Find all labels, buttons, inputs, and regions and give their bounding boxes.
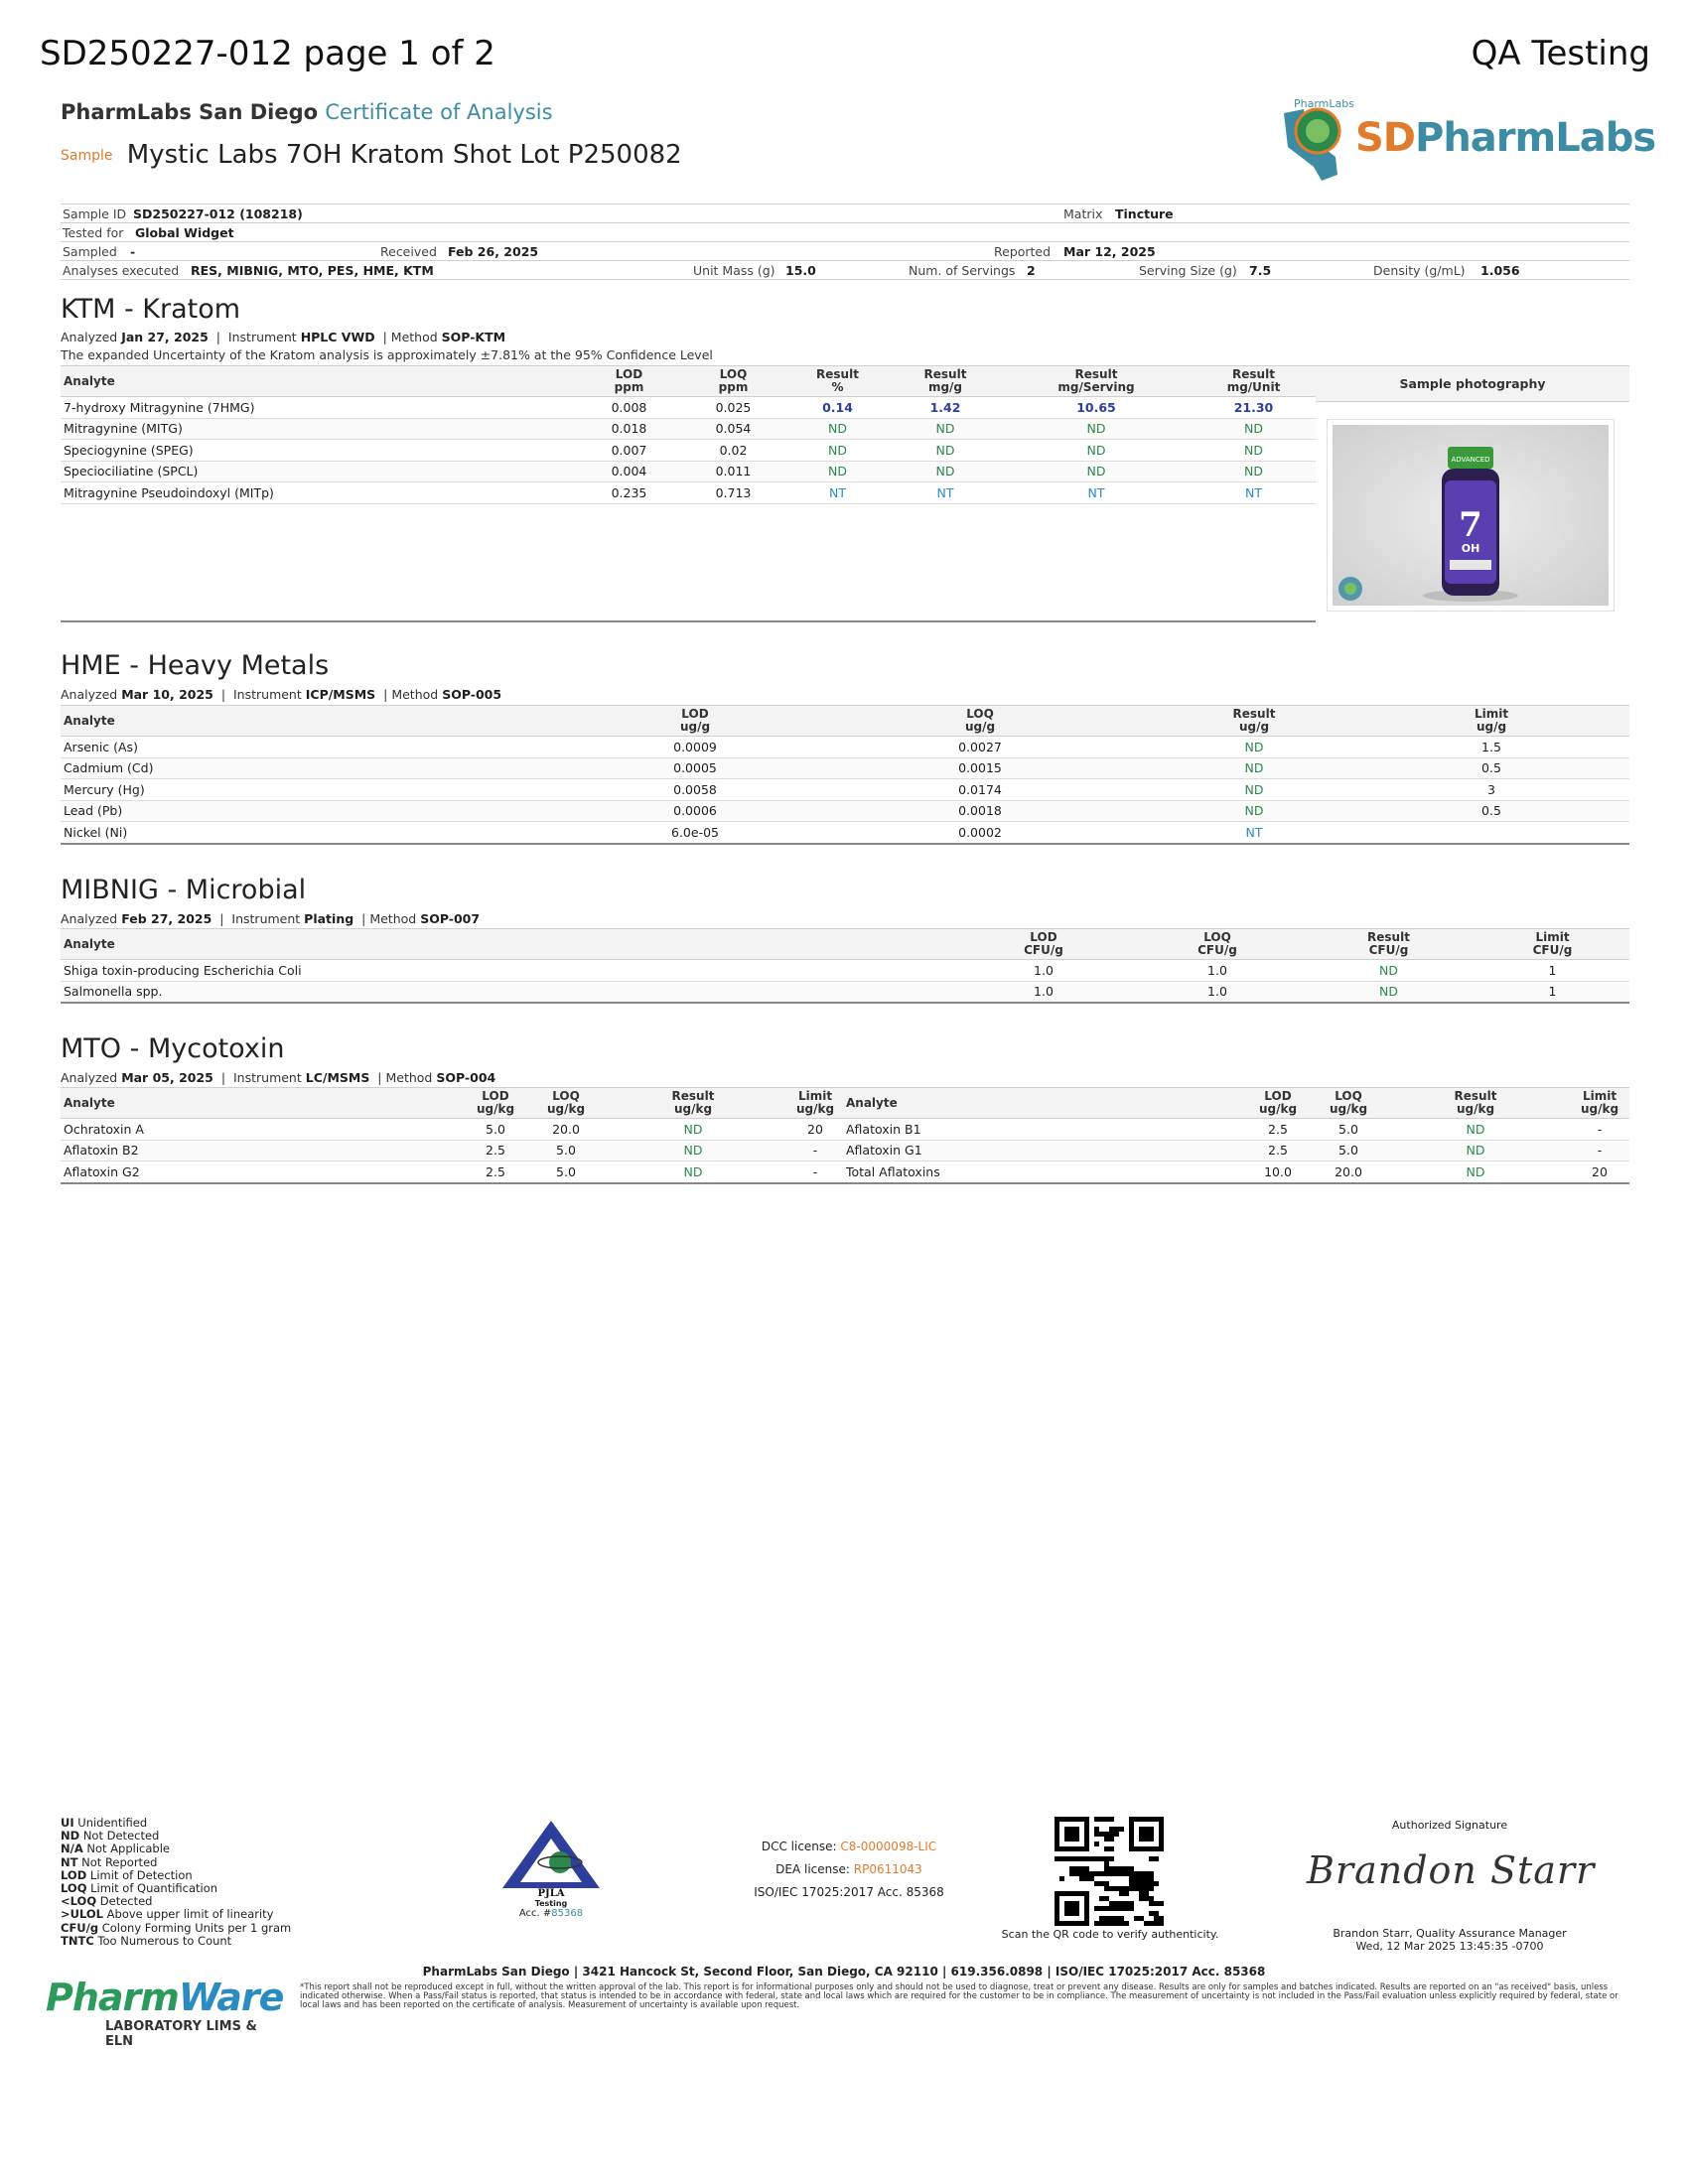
table-cell: ND — [1381, 1119, 1570, 1141]
table-cell: 0.007 — [577, 440, 681, 462]
document-type: Certificate of Analysis — [325, 100, 553, 124]
table-cell: Speciociliatine (SPCL) — [61, 461, 577, 482]
pharmware-logo — [46, 1976, 284, 2055]
column-header: Limit ug/kg — [787, 1088, 843, 1119]
servings-value: 2 — [1027, 263, 1036, 278]
legend-item: <LOQ Detected — [61, 1894, 153, 1909]
pjla-name: PJLA — [537, 1888, 565, 1898]
sample-title — [61, 140, 682, 170]
method-label: Method — [369, 911, 417, 926]
method-label: Method — [390, 330, 438, 344]
table-cell: 0.0009 — [585, 737, 805, 758]
table-cell: 7-hydroxy Mitragynine (7HMG) — [61, 397, 577, 419]
sample-info-grid — [61, 204, 1629, 280]
table-row — [61, 440, 1316, 462]
tested-for-label: Tested for — [63, 225, 124, 240]
table-cell: Aflatoxin G2 — [61, 1161, 458, 1183]
table-cell: 0.0058 — [585, 779, 805, 801]
signature-date: Wed, 12 Mar 2025 13:45:35 -0700 — [1355, 1940, 1544, 1953]
table-cell: 5.0 — [533, 1161, 599, 1183]
table-cell: 0.008 — [577, 397, 681, 419]
table-cell: 1 — [1476, 981, 1629, 1003]
method-label: Method — [385, 1070, 433, 1085]
table-cell: ND — [1155, 779, 1353, 801]
column-header: Analyte — [61, 706, 585, 737]
table-cell: ND — [1192, 461, 1316, 482]
table-cell: 1.0 — [954, 960, 1133, 982]
column-header: Result ug/kg — [1381, 1088, 1570, 1119]
reported-label: Reported — [994, 244, 1052, 259]
table-row — [61, 981, 1629, 1003]
table-row — [61, 822, 1629, 844]
dea-license — [735, 1858, 963, 1881]
table-cell: 1.42 — [890, 397, 1001, 419]
table-cell: 5.0 — [1316, 1119, 1381, 1141]
density-value: 1.056 — [1480, 263, 1520, 278]
unit-mass-label: Unit Mass (g) — [693, 263, 775, 278]
tested-for: Global Widget — [135, 225, 234, 240]
lab-name — [61, 100, 553, 124]
method-value: SOP-005 — [442, 687, 502, 702]
column-header: Limit ug/g — [1353, 706, 1629, 737]
legend-item: CFU/g Colony Forming Units per 1 gram — [61, 1920, 292, 1935]
method-value: SOP-004 — [436, 1070, 496, 1085]
bottle-cap-text: ADVANCED — [1451, 456, 1490, 464]
mto-analyzed-line: Analyzed Mar 05, 2025 | Instrument LC/MSMS | Method SOP-004 — [61, 1070, 496, 1085]
table-row — [61, 757, 1629, 779]
info-row — [61, 222, 1629, 241]
instrument-value: Plating — [304, 911, 354, 926]
table-cell: 2.5 — [1240, 1140, 1316, 1161]
instrument-label: Instrument — [231, 911, 301, 926]
column-header: Analyte — [61, 1088, 458, 1119]
method-value: SOP-007 — [420, 911, 481, 926]
table-header-row — [61, 929, 1629, 960]
instrument-label: Instrument — [227, 330, 297, 344]
info-row — [61, 204, 1629, 222]
table-cell: ND — [1381, 1140, 1570, 1161]
table-cell: 0.5 — [1353, 757, 1629, 779]
iso-accreditation: ISO/IEC 17025:2017 Acc. 85368 — [754, 1885, 944, 1899]
table-cell: 3 — [1353, 779, 1629, 801]
servings-label: Num. of Servings — [909, 263, 1016, 278]
column-header: LOD ug/g — [585, 706, 805, 737]
lab-name-text: PharmLabs San Diego — [61, 100, 319, 124]
table-cell: 6.0e-05 — [585, 822, 805, 844]
legend-item: LOD Limit of Detection — [61, 1867, 193, 1882]
table-cell: 0.004 — [577, 461, 681, 482]
pjla-acc-label: Acc. # — [518, 1908, 552, 1919]
column-header: Result % — [785, 366, 890, 397]
analyses-label: Analyses executed — [63, 263, 180, 278]
table-cell: ND — [1155, 800, 1353, 822]
table-cell: Mitragynine (MITG) — [61, 418, 577, 440]
table-cell: 2.5 — [1240, 1119, 1316, 1141]
hme-analyzed-line: Analyzed Mar 10, 2025 | Instrument ICP/MSMS | Method SOP-005 — [61, 687, 502, 702]
matrix-value: Tincture — [1115, 206, 1174, 221]
table-row — [61, 1140, 1629, 1161]
table-row — [61, 800, 1629, 822]
lab-address: PharmLabs San Diego | 3421 Hancock St, Second Floor, San Diego, CA 92110 | 619.356.0898 | ISO/IEC 17025:2017 Acc. 85368 — [422, 1965, 1266, 1979]
sample-photo-image — [1333, 425, 1609, 606]
mibnig-analyzed-line: Analyzed Feb 27, 2025 | Instrument Plating | Method SOP-007 — [61, 911, 481, 926]
instrument-value: LC/MSMS — [305, 1070, 370, 1085]
analyzed-date: Mar 05, 2025 — [121, 1070, 213, 1085]
qr-caption: Scan the QR code to verify authenticity. — [1001, 1928, 1219, 1941]
dea-label: DEA license: — [775, 1862, 850, 1876]
table-cell: Total Aflatoxins — [843, 1161, 1240, 1183]
license-block — [735, 1836, 963, 1904]
table-cell: 2.5 — [458, 1161, 533, 1183]
legend-item: LOQ Limit of Quantification — [61, 1881, 218, 1896]
table-header-row — [61, 1088, 1629, 1119]
table-cell: - — [787, 1161, 843, 1183]
table-cell: ND — [785, 440, 890, 462]
table-cell: 2.5 — [458, 1140, 533, 1161]
table-row — [61, 397, 1316, 419]
pharmware-pharm: Pharm — [46, 1976, 179, 2019]
table-cell: 0.025 — [681, 397, 785, 419]
table-cell: 10.65 — [1001, 397, 1192, 419]
column-header: Limit CFU/g — [1476, 929, 1629, 960]
table-cell: NT — [785, 482, 890, 504]
table-cell: 0.054 — [681, 418, 785, 440]
table-cell: Salmonella spp. — [61, 981, 954, 1003]
table-cell: 0.0174 — [805, 779, 1155, 801]
page-id: SD250227-012 page 1 of 2 — [40, 34, 495, 73]
ktm-results-table — [61, 365, 1316, 504]
qr-code-icon — [1055, 1817, 1164, 1926]
table-cell: ND — [890, 440, 1001, 462]
bottle-label-number: 7 — [1459, 505, 1482, 545]
logo-sd: SD — [1355, 115, 1416, 161]
table-cell: ND — [1155, 737, 1353, 758]
sample-photo — [1327, 419, 1615, 612]
logo-wordmark — [1355, 115, 1655, 161]
table-cell: 21.30 — [1192, 397, 1316, 419]
table-cell: ND — [785, 418, 890, 440]
table-cell: 0.018 — [577, 418, 681, 440]
table-cell: ND — [1001, 440, 1192, 462]
table-cell: - — [787, 1140, 843, 1161]
table-cell: 20.0 — [1316, 1161, 1381, 1183]
analyzed-label: Analyzed — [61, 687, 118, 702]
pjla-sub: Testing — [534, 1899, 568, 1908]
table-cell: Aflatoxin G1 — [843, 1140, 1240, 1161]
report-type-title: QA Testing — [1471, 34, 1650, 73]
column-header: LOQ ppm — [681, 366, 785, 397]
table-cell: Speciogynine (SPEG) — [61, 440, 577, 462]
mibnig-section-title: MIBNIG - Microbial — [61, 875, 307, 905]
instrument-value: ICP/MSMS — [305, 687, 376, 702]
sample-id-label: Sample ID — [63, 206, 127, 221]
matrix-label: Matrix — [1063, 206, 1103, 221]
table-cell: 1.0 — [1133, 981, 1302, 1003]
column-header: LOD ppm — [577, 366, 681, 397]
table-cell: - — [1570, 1140, 1629, 1161]
table-cell: NT — [1001, 482, 1192, 504]
table-row — [61, 737, 1629, 758]
instrument-label: Instrument — [232, 687, 302, 702]
table-cell: 5.0 — [1316, 1140, 1381, 1161]
table-cell: Lead (Pb) — [61, 800, 585, 822]
column-header: Analyte — [61, 366, 577, 397]
table-row — [61, 1161, 1629, 1183]
table-cell: ND — [1302, 960, 1476, 982]
table-row — [61, 482, 1316, 504]
legend-item: N/A Not Applicable — [61, 1842, 170, 1856]
mto-section-title: MTO - Mycotoxin — [61, 1033, 285, 1064]
california-seal-icon — [1274, 95, 1363, 187]
table-row — [61, 779, 1629, 801]
table-cell: 0.0018 — [805, 800, 1155, 822]
signature-title: Authorized Signature — [1391, 1819, 1508, 1832]
column-header: LOQ CFU/g — [1133, 929, 1302, 960]
table-cell: 0.5 — [1353, 800, 1629, 822]
signatory — [1281, 1927, 1618, 1953]
table-cell: Arsenic (As) — [61, 737, 585, 758]
table-cell: Aflatoxin B2 — [61, 1140, 458, 1161]
serving-size-label: Serving Size (g) — [1139, 263, 1237, 278]
table-cell: ND — [890, 418, 1001, 440]
pjla-triangle-icon — [496, 1817, 606, 1898]
table-cell: - — [1570, 1119, 1629, 1141]
kratom-shot-bottle-icon — [1333, 425, 1609, 606]
table-row — [61, 418, 1316, 440]
table-cell: ND — [1001, 418, 1192, 440]
handwritten-signature: Brandon Starr — [1307, 1848, 1596, 1892]
table-cell: Mitragynine Pseudoindoxyl (MITp) — [61, 482, 577, 504]
column-header: LOD ug/kg — [1240, 1088, 1316, 1119]
table-cell — [1353, 822, 1629, 844]
table-cell: NT — [890, 482, 1001, 504]
table-row — [61, 461, 1316, 482]
table-cell: ND — [1192, 440, 1316, 462]
column-header: LOQ ug/g — [805, 706, 1155, 737]
table-cell: 0.011 — [681, 461, 785, 482]
table-cell: ND — [785, 461, 890, 482]
microbial-table — [61, 928, 1629, 1004]
table-cell: 20 — [787, 1119, 843, 1141]
table-cell: Mercury (Hg) — [61, 779, 585, 801]
legend-item: TNTC Too Numerous to Count — [61, 1933, 232, 1948]
bottle-label-oh: OH — [1461, 542, 1480, 555]
table-cell: 0.14 — [785, 397, 890, 419]
pjla-acc-number: 85368 — [551, 1908, 584, 1919]
analyzed-date: Jan 27, 2025 — [121, 330, 209, 344]
table-cell: 0.02 — [681, 440, 785, 462]
sampled-label: Sampled — [63, 244, 117, 259]
reported-date: Mar 12, 2025 — [1063, 244, 1156, 259]
table-cell: 1 — [1476, 960, 1629, 982]
table-cell: 1.5 — [1353, 737, 1629, 758]
analyzed-date: Feb 27, 2025 — [121, 911, 212, 926]
legend-item: NT Not Reported — [61, 1854, 158, 1869]
ktm-section-title: KTM - Kratom — [61, 294, 241, 325]
density-label: Density (g/mL) — [1373, 263, 1466, 278]
method-label: Method — [391, 687, 439, 702]
table-cell: ND — [1192, 418, 1316, 440]
table-cell: Shiga toxin-producing Escherichia Coli — [61, 960, 954, 982]
table-cell: ND — [599, 1140, 787, 1161]
verification-qr-code[interactable] — [1055, 1817, 1164, 1926]
sample-name: Mystic Labs 7OH Kratom Shot Lot P250082 — [126, 140, 682, 170]
logo-pharm: Pharm — [1415, 115, 1556, 161]
column-header: Result ug/g — [1155, 706, 1353, 737]
sampled-value: - — [130, 244, 136, 259]
table-cell: ND — [890, 461, 1001, 482]
pharmware-tagline: LABORATORY LIMS & ELN — [105, 2019, 257, 2049]
info-row — [61, 241, 1629, 260]
table-cell: 5.0 — [533, 1140, 599, 1161]
ktm-table-bottom-rule — [61, 620, 1316, 622]
received-label: Received — [380, 244, 437, 259]
signatory-name: Brandon Starr, Quality Assurance Manager — [1333, 1927, 1567, 1940]
abbreviation-legend — [61, 1817, 291, 1948]
table-cell: 0.0015 — [805, 757, 1155, 779]
legend-item: >ULOL Above upper limit of linearity — [61, 1907, 274, 1922]
column-header: Result CFU/g — [1302, 929, 1476, 960]
table-cell: 0.0005 — [585, 757, 805, 779]
legend-item: UI Unidentified — [61, 1816, 148, 1830]
logo-arc-text: PharmLabs — [1294, 97, 1354, 110]
analyzed-label: Analyzed — [61, 911, 118, 926]
table-row — [61, 1119, 1629, 1141]
table-cell: 1.0 — [1133, 960, 1302, 982]
table-cell: ND — [599, 1161, 787, 1183]
table-header-row — [61, 706, 1629, 737]
column-header: LOD ug/kg — [458, 1088, 533, 1119]
unit-mass: 15.0 — [785, 263, 816, 278]
column-header: Result ug/kg — [599, 1088, 787, 1119]
table-cell: Cadmium (Cd) — [61, 757, 585, 779]
instrument-value: HPLC VWD — [300, 330, 375, 344]
table-row — [61, 960, 1629, 982]
analyses-value: RES, MIBNIG, MTO, PES, HME, KTM — [191, 263, 434, 278]
table-cell: Aflatoxin B1 — [843, 1119, 1240, 1141]
table-cell: ND — [1001, 461, 1192, 482]
table-cell: 0.0027 — [805, 737, 1155, 758]
table-cell: Nickel (Ni) — [61, 822, 585, 844]
dcc-label: DCC license: — [761, 1840, 837, 1853]
pharmware-wordmark — [46, 1976, 284, 2019]
table-cell: 1.0 — [954, 981, 1133, 1003]
legal-disclaimer: *This report shall not be reproduced except in full, without the written approval of the lab. This report is for informational purposes only and should not be used to diagnose, treat or prevent any disease. Results are only for samples and batches indicated. Results are reported on an "as received" basis, unless indicated otherwise. When a Pass/Fail status is reported, that status is intended to be in accordance with federal, state and local laws which are required for the customer to be in compliance. The measurement of uncertainty is not included in the Pass/Fail evaluation unless explicitly required by federal, state or local laws and has been reported on the certificate of analysis. Measurement of uncertainty is available upon request. — [300, 1982, 1618, 2010]
instrument-label: Instrument — [232, 1070, 302, 1085]
method-value: SOP-KTM — [441, 330, 506, 344]
logo-labs: Labs — [1555, 115, 1656, 161]
ktm-uncertainty-note: The expanded Uncertainty of the Kratom analysis is approximately ±7.81% at the 95% Confidence Level — [61, 347, 713, 362]
column-header: Analyte — [61, 929, 954, 960]
column-header: LOQ ug/kg — [533, 1088, 599, 1119]
info-row — [61, 260, 1629, 280]
analyzed-label: Analyzed — [61, 1070, 118, 1085]
sample-tag: Sample — [61, 147, 113, 164]
mycotoxin-table — [61, 1087, 1629, 1184]
table-cell: ND — [599, 1119, 787, 1141]
heavy-metals-table — [61, 705, 1629, 845]
column-header: Result mg/g — [890, 366, 1001, 397]
table-cell: 10.0 — [1240, 1161, 1316, 1183]
table-cell: 0.235 — [577, 482, 681, 504]
column-header: Result mg/Unit — [1192, 366, 1316, 397]
sample-photography-header: Sample photography — [1316, 365, 1629, 402]
table-header-row — [61, 366, 1316, 397]
table-cell: ND — [1155, 757, 1353, 779]
table-cell: NT — [1155, 822, 1353, 844]
column-header: LOD CFU/g — [954, 929, 1133, 960]
table-cell: 20 — [1570, 1161, 1629, 1183]
analyzed-date: Mar 10, 2025 — [121, 687, 213, 702]
table-cell: ND — [1381, 1161, 1570, 1183]
sample-id: SD250227-012 (108218) — [133, 206, 303, 221]
table-cell: 20.0 — [533, 1119, 599, 1141]
dea-value: RP0611043 — [853, 1862, 922, 1876]
serving-size: 7.5 — [1249, 263, 1272, 278]
table-cell: 0.713 — [681, 482, 785, 504]
table-cell: Ochratoxin A — [61, 1119, 458, 1141]
table-cell: ND — [1302, 981, 1476, 1003]
analyzed-label: Analyzed — [61, 330, 118, 344]
hme-section-title: HME - Heavy Metals — [61, 650, 330, 681]
column-header: LOQ ug/kg — [1316, 1088, 1381, 1119]
table-cell: 0.0002 — [805, 822, 1155, 844]
pjla-accreditation-logo — [496, 1817, 606, 1919]
pharmware-ware: Ware — [178, 1976, 284, 2019]
sdpharmlabs-logo — [1274, 95, 1656, 187]
table-cell: NT — [1192, 482, 1316, 504]
table-cell: 0.0006 — [585, 800, 805, 822]
dcc-license — [735, 1836, 963, 1858]
column-header: Analyte — [843, 1088, 1240, 1119]
pjla-acc — [496, 1908, 606, 1919]
column-header: Result mg/Serving — [1001, 366, 1192, 397]
dcc-value: C8-0000098-LIC — [840, 1840, 937, 1853]
legend-item: ND Not Detected — [61, 1829, 160, 1843]
column-header: Limit ug/kg — [1570, 1088, 1629, 1119]
table-cell: 5.0 — [458, 1119, 533, 1141]
ktm-analyzed-line: Analyzed Jan 27, 2025 | Instrument HPLC VWD | Method SOP-KTM — [61, 330, 506, 344]
received-date: Feb 26, 2025 — [448, 244, 539, 259]
